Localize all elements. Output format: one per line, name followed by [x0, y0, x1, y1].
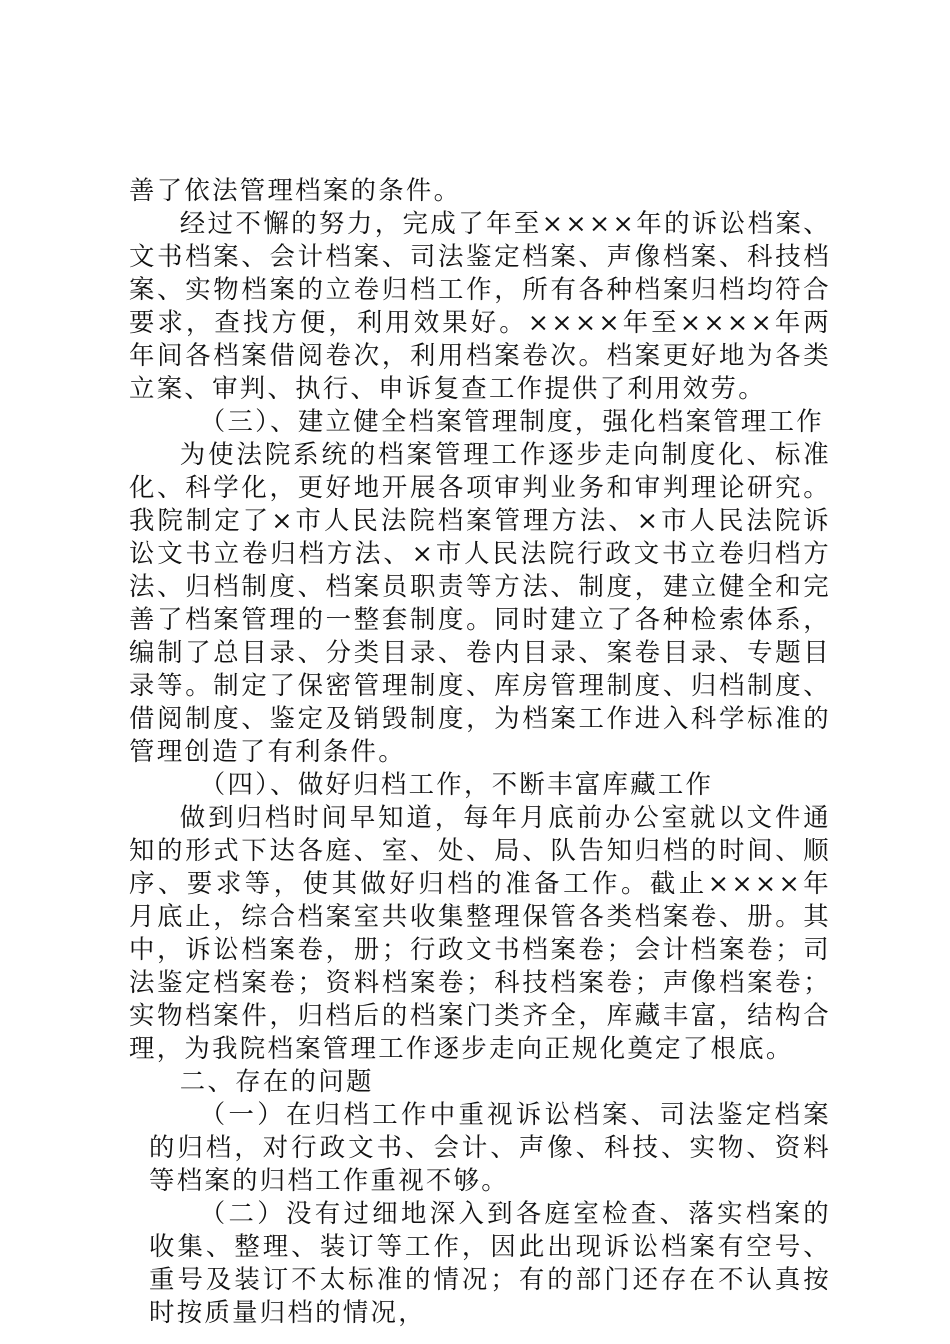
paragraph-filing: 做到归档时间早知道，每年月底前办公室就以文件通知的形式下达各庭、室、处、局、队告知归档的时间、顺序、要求等，使其做好归档的准备工作。截止××××年月底止，综合档案室共收集整理保管各类档案卷、册。其中，诉讼档案卷，册；行政文书档案卷；会计档案卷；司法鉴定档案卷；资料档案卷；科技档案卷；声像档案卷；实物档案件，归档后的档案门类齐全，库藏丰富，结构合理，为我院档案管理工作逐步走向正规化奠定了根底。 — [129, 802, 831, 1063]
paragraph-regulations: 为使法院系统的档案管理工作逐步走向制度化、标准化、科学化，更好地开展各项审判业务和审判理论研究。我院制定了×市人民法院档案管理方法、×市人民法院诉讼文书立卷归档方法、×市人民法院行政文书立卷归档方法、归档制度、档案员职责等方法、制度，建立健全和完善了档案管理的一整套制度。同时建立了各种检索体系，编制了总目录、分类目录、卷内目录、案卷目录、专题目录等。制定了保密管理制度、库房管理制度、归档制度、借阅制度、鉴定及销毁制度，为档案工作进入科学标准的管理创造了有利条件。 — [129, 439, 831, 766]
section-heading-problems: 二、存在的问题 — [179, 1066, 374, 1096]
paragraph-continuation: 善了依法管理档案的条件。 — [129, 175, 462, 205]
paragraph-archive-work: 经过不懈的努力，完成了年至××××年的诉讼档案、文书档案、会计档案、司法鉴定档案、声像档案、科技档案、实物档案的立卷归档工作，所有各种档案归档均符合要求，查找方便，利用效果好。××××年至××××年两年间各档案借阅卷次，利用档案卷次。档案更好地为各类立案、审判、执行、申诉复查工作提供了利用效劳。 — [129, 208, 831, 403]
paragraph-problem-2: （二）没有过细地深入到各庭室检查、落实档案的收集、整理、装订等工作，因此出现诉讼档案有空号、重号及装订不太标准的情况；有的部门还存在不认真按时按质量归档的情况， — [149, 1198, 831, 1327]
paragraph-problem-1: （一）在归档工作中重视诉讼档案、司法鉴定档案的归档，对行政文书、会计、声像、科技、实物、资料等档案的归档工作重视不够。 — [149, 1099, 831, 1195]
section-heading-4: （四）、做好归档工作，不断丰富库藏工作 — [199, 769, 714, 799]
section-heading-3: （三）、建立健全档案管理制度，强化档案管理工作 — [199, 406, 824, 436]
document-body — [129, 174, 831, 1329]
